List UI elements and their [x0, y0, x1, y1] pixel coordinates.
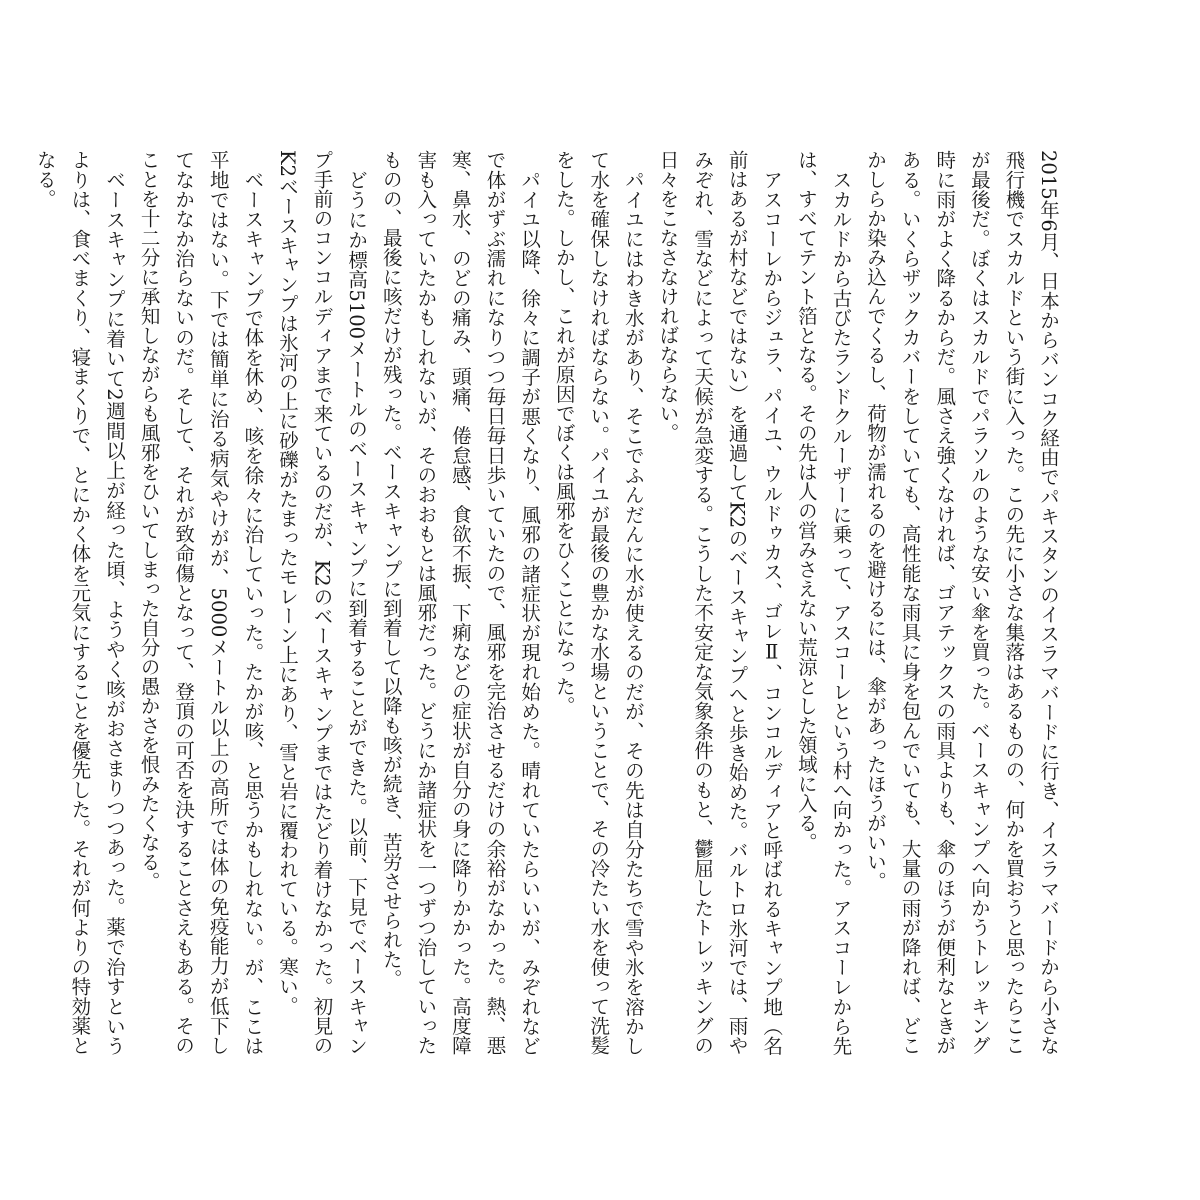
- paragraph-1: 2015年6月、日本からバンコク経由でパキスタンのイスラマバードに行き、イスラマバードから小さな飛行機でスカルドという街に入った。この先に小さな集落はあるものの、何かを買おうと思ったらここが最後だ。ぼくはスカルドでパラソルのような安い傘を買った。ベースキャンプへ向かうトレッキング時に雨がよく降るからだ。風さえ強くなければ、ゴアテックスの雨具よりも、傘のほうが便利なときがある。いくらザックカバーをしていても、高性能な雨具に身を包んでいても、大量の雨が降れば、どこかしらか染み込んでくるし、荷物が濡れるのを避けるには、傘があったほうがいい。: [864, 150, 1060, 1055]
- paragraph-5: パイユ以降、徐々に調子が悪くなり、風邪の諸症状が現れ始めた。晴れていたらいいが、みぞれなどで体がずぶ濡れになりつつ毎日毎日歩いていたので、風邪を完治させるだけの余裕がなかった。熱、悪寒、鼻水、のどの痛み、頭痛、倦怠感、食欲不振、下痢などの症状が自分の身に降りかかった。高度障害も入っていたかもしれないが、そのおおもとは風邪だった。どうにか諸症状を一つずつ治していったものの、最後に咳だけが残った。ベースキャンプに到着して以降も咳が続き、苦労させられた。: [379, 150, 542, 1056]
- paragraph-2: スカルドから古びたランドクルーザーに乗って、アスコーレという村へ向かった。アスコーレから先は、すべてテント箔となる。その先は人の営みさえない荒涼とした領域に入る。: [794, 150, 853, 1055]
- paragraph-7: ベースキャンプで体を休め、咳を徐々に治していった。たかが咳、と思うかもしれない。が、ここは平地ではない。下では簡単に治る病気やけがが、5000メートル以上の高所では体の免疫能力が低下してなかなか治らないのだ。そして、それが致命傷となって、登頂の可否を決することさえもある。そのことを十二分に承知しながらも風邪をひいてしまった自分の愚かさを恨みたくなる。: [137, 150, 265, 1056]
- paragraph-8: ベースキャンプに着いて2週間以上が経った頃、ようやく咳がおさまりつつあった。薬で治すというよりは、食べまくり、寝まくりで、とにかく体を元気にすることを優先した。それが何よりの特効薬となる。: [33, 150, 126, 1056]
- paragraph-6: どうにか標高5100メートルのベースキャンプに到着することができた。以前、下見でベースキャンプ手前のコンコルディアまで来ているのだが、K2のベースキャンプまではたどり着けなかった。初見のK2ベースキャンプは氷河の上に砂礫がたまったモレーン上にあり、雪と岩に覆われている。寒い。: [275, 150, 369, 1055]
- paragraph-4: パイユにはわき水があり、そこでふんだんに水が使えるのだが、その先は自分たちで雪や氷を溶かして水を確保しなければならない。パイユが最後の豊かな水場ということで、その冷たい水を使って洗髪をした。しかし、これが原因でぼくは風邪をひくことになった。: [552, 150, 645, 1056]
- vertical-text-body: [33, 150, 1065, 1056]
- paragraph-3: アスコーレからジュラ、パイユ、ウルドゥカス、ゴレⅡ、コンコルディアと呼ばれるキャンプ地（名前はあるが村などではない）を通過してK2のベースキャンプへと歩き始めた。バルトロ氷河では、雨やみぞれ、雪などによって天候が急変する。こうした不安定な気象条件のもと、鬱屈したトレッキングの日々をこなさなければならない。: [656, 150, 784, 1055]
